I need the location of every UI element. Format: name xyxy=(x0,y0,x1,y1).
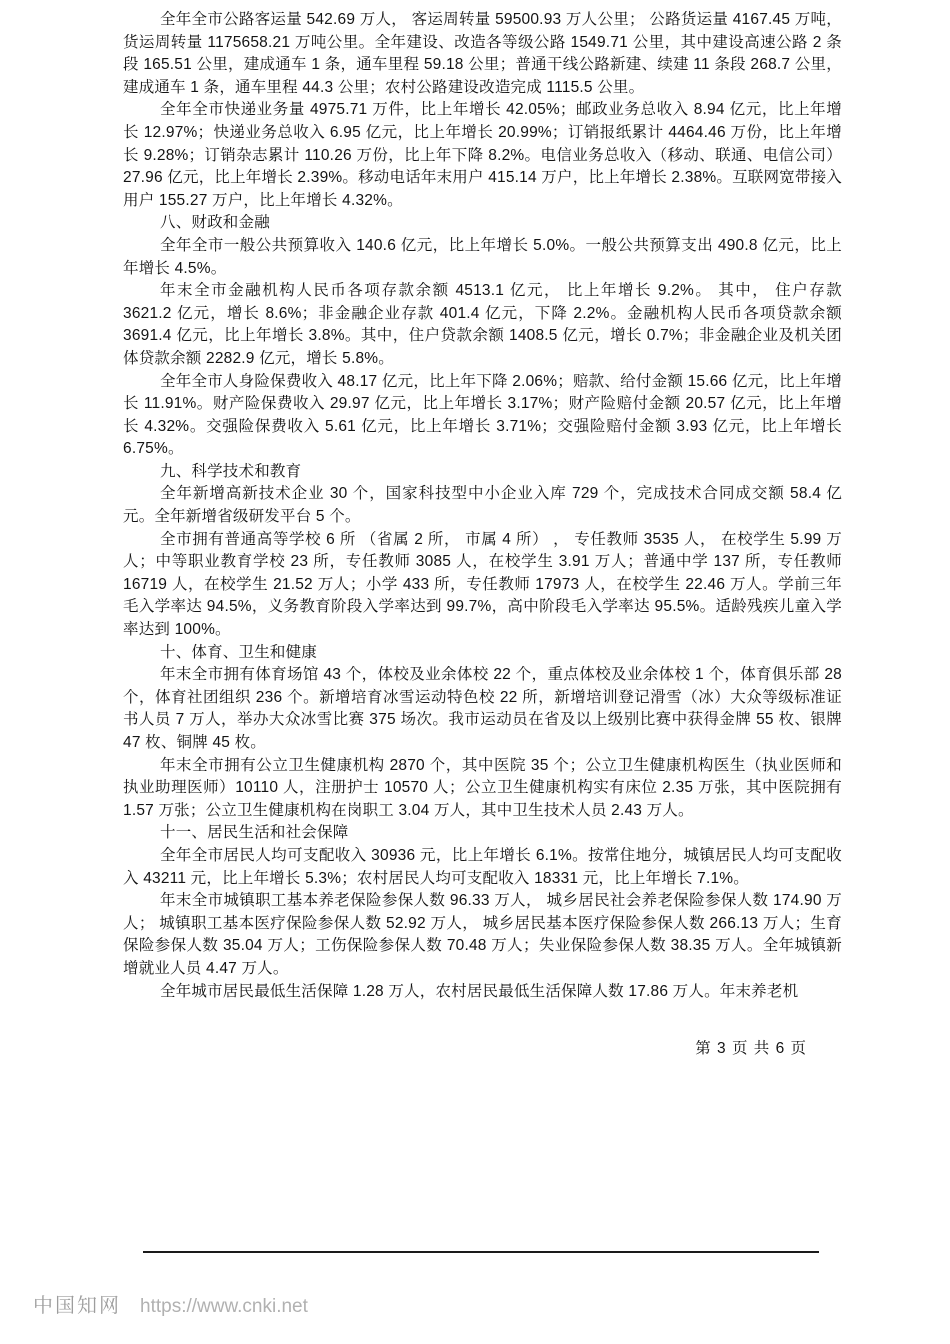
paragraph: 全年全市一般公共预算收入 140.6 亿元，比上年增长 5.0%。一般公共预算支出 490.8 亿元，比上年增长 4.5%。 xyxy=(123,236,842,277)
paragraph: 年末全市拥有体育场馆 43 个，体校及业余体校 22 个，重点体校及业余体校 1 个，体育俱乐部 28 个，体育社团组织 236 个。新增培育冰雪运动特色校 22 所，新增培训登记滑雪（冰）大众等级标准证书人员 7 万人，举办大众冰雪比赛 375 场次。我市运动员在省及以上级别比赛中获得金牌 55 枚、银牌 47 枚、铜牌 45 枚。 xyxy=(123,666,842,751)
paragraph: 全年城市居民最低生活保障 1.28 万人，农村居民最低生活保障人数 17.86 万人。年末养老机 xyxy=(160,982,799,1000)
paragraph: 年末全市城镇职工基本养老保险参保人数 96.33 万人， 城乡居民社会养老保险参保人数 174.90 万人； 城镇职工基本医疗保险参保人数 52.92 万人， 城乡居民基本医疗保险参保人数 266.13 万人；生育保险参保人数 35.04 万人；工伤保险参保人数 70.48 万人；失业保险参保人数 38.35 万人。全年城镇新增就业人员 4.47 万人。 xyxy=(123,892,842,977)
paragraph: 全年全市居民人均可支配收入 30936 元，比上年增长 6.1%。按常住地分，城镇居民人均可支配收入 43211 元，比上年增长 5.3%；农村居民人均可支配收入 18331 元，比上年增长 7.1%。 xyxy=(123,846,842,887)
paragraph: 全年新增高新技术企业 30 个，国家科技型中小企业入库 729 个，完成技术合同成交额 58.4 亿元。全年新增省级研发平台 5 个。 xyxy=(123,485,842,526)
section-heading: 九、科学技术和教育 xyxy=(160,462,302,480)
cnki-watermark xyxy=(33,1289,308,1318)
paragraph: 全年全市人身险保费收入 48.17 亿元，比上年下降 2.06%；赔款、给付金额 15.66 亿元，比上年增长 11.91%。财产险保费收入 29.97 亿元，比上年增长 3.17%；财产险赔付金额 20.57 亿元，比上年增长 4.32%。交强险保费收入 5.61 亿元，比上年增长 3.71%；交强险赔付金额 3.93 亿元，比上年增长 6.75%。 xyxy=(123,372,842,458)
section-heading: 十、体育、卫生和健康 xyxy=(160,643,318,661)
section-heading: 八、财政和金融 xyxy=(160,214,270,232)
page-number: 第 3 页 共 6 页 xyxy=(695,1040,807,1057)
paragraph: 全年全市公路客运量 542.69 万人， 客运周转量 59500.93 万人公里； 公路货运量 4167.45 万吨，货运周转量 1175658.21 万吨公里。全年建设、改造各等级公路 1549.71 公里，其中建设高速公路 2 条段 165.51 公里，建成通车 1 条，通车里程 59.18 公里；普通干线公路新建、续建 11 条段 268.7 公里，建成通车 1 条，通车里程 44.3 公里；农村公路建设改造完成 1115.5 公里。 xyxy=(123,11,842,96)
cnki-logo-text: 中国知网 xyxy=(33,1295,121,1317)
paragraph: 全年全市快递业务量 4975.71 万件，比上年增长 42.05%；邮政业务总收入 8.94 亿元，比上年增长 12.97%；快递业务总收入 6.95 亿元，比上年增长 20.99%；订销报纸累计 4464.46 万份，比上年增长 9.28%；订销杂志累计 110.26 万份，比上年下降 8.2%。电信业务总收入（移动、联通、电信公司）27.96 亿元，比上年增长 2.39%。移动电话年末用户 415.14 万户，比上年增长 2.38%。互联网宽带接入用户 155.27 万户，比上年增长 4.32%。 xyxy=(123,101,842,209)
cnki-url: https://www.cnki.net xyxy=(140,1296,308,1317)
document-body xyxy=(123,9,842,1003)
footer-divider xyxy=(143,1251,819,1253)
paragraph: 年末全市拥有公立卫生健康机构 2870 个，其中医院 35 个；公立卫生健康机构医生（执业医师和执业助理医师）10110 人，注册护士 10570 人；公立卫生健康机构实有床位 2.35 万张，其中医院拥有 1.57 万张；公立卫生健康机构在岗职工 3.04 万人，其中卫生技术人员 2.43 万人。 xyxy=(123,756,842,819)
paragraph: 年末全市金融机构人民币各项存款余额 4513.1 亿元， 比上年增长 9.2%。 其中， 住户存款 3621.2 亿元，增长 8.6%；非金融企业存款 401.4 亿元，下降 2.2%。金融机构人民币各项贷款余额 3691.4 亿元，比上年增长 3.8%。其中，住户贷款余额 1408.5 亿元，增长 0.7%；非金融企业及机关团体贷款余额 2282.9 亿元，增长 5.8%。 xyxy=(123,282,842,367)
section-heading: 十一、居民生活和社会保障 xyxy=(160,824,349,842)
paragraph: 全市拥有普通高等学校 6 所 （省属 2 所， 市属 4 所） ， 专任教师 3535 人， 在校学生 5.99 万人；中等职业教育学校 23 所，专任教师 3085 人，在校学生 3.91 万人；普通中学 137 所，专任教师 16719 人，在校学生 21.52 万人；小学 433 所，专任教师 17973 人，在校学生 22.46 万人。学前三年毛入学率达 94.5%，义务教育阶段入学率达到 99.7%，高中阶段毛入学率达 95.5%。适龄残疾儿童入学率达到 100%。 xyxy=(123,530,842,639)
